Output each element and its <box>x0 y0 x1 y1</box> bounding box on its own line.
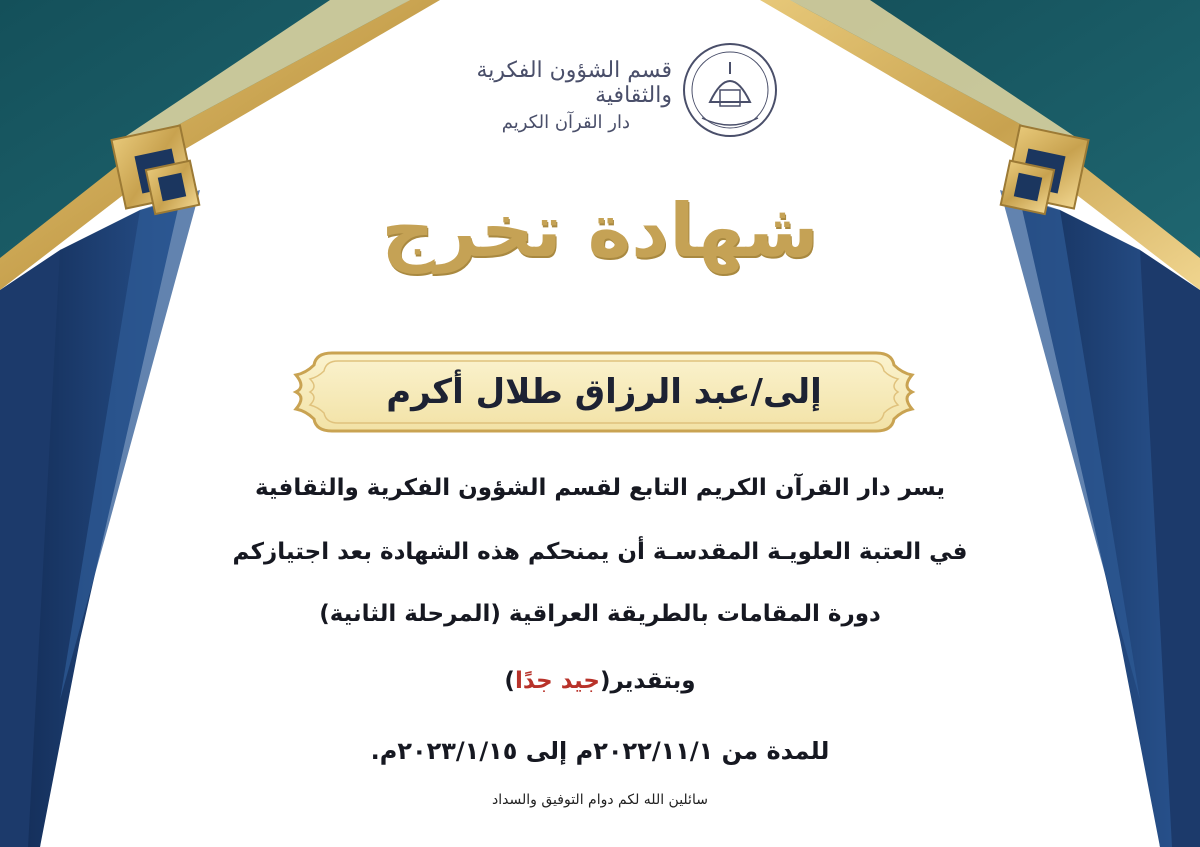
grade-value: جيد جدًا <box>514 668 600 694</box>
grade-close-paren: ) <box>504 668 515 694</box>
department-name: قسم الشؤون الفكرية والثقافية <box>476 58 672 109</box>
body-line-2: في العتبة العلويـة المقدسـة أن يمنحكم هذه الشهادة بعد اجتيازكم <box>232 539 968 565</box>
body-line-3: دورة المقامات بالطريقة العراقية (المرحلة الثانية) <box>319 601 881 627</box>
period-line: للمدة من ٢٠٢٢/١١/١م إلى ٢٠٢٣/١/١٥م. <box>370 737 830 765</box>
grade-line <box>160 668 1040 694</box>
shrine-emblem-icon <box>680 40 780 140</box>
house-name: دار القرآن الكريم <box>501 112 630 133</box>
body-line-1: يسر دار القرآن الكريم التابع لقسم الشؤون الفكرية والثقافية <box>254 475 946 501</box>
closing-wish: سائلين الله لكم دوام التوفيق والسداد <box>492 792 708 808</box>
recipient-banner <box>292 343 916 441</box>
certificate-title: شهادة تخرج <box>381 188 819 274</box>
grade-prefix: وبتقدير <box>610 668 696 694</box>
grade-open-paren: ( <box>599 668 611 694</box>
recipient-name: إلى/عبد الرزاق طلال أكرم <box>386 372 822 412</box>
header <box>420 40 780 150</box>
